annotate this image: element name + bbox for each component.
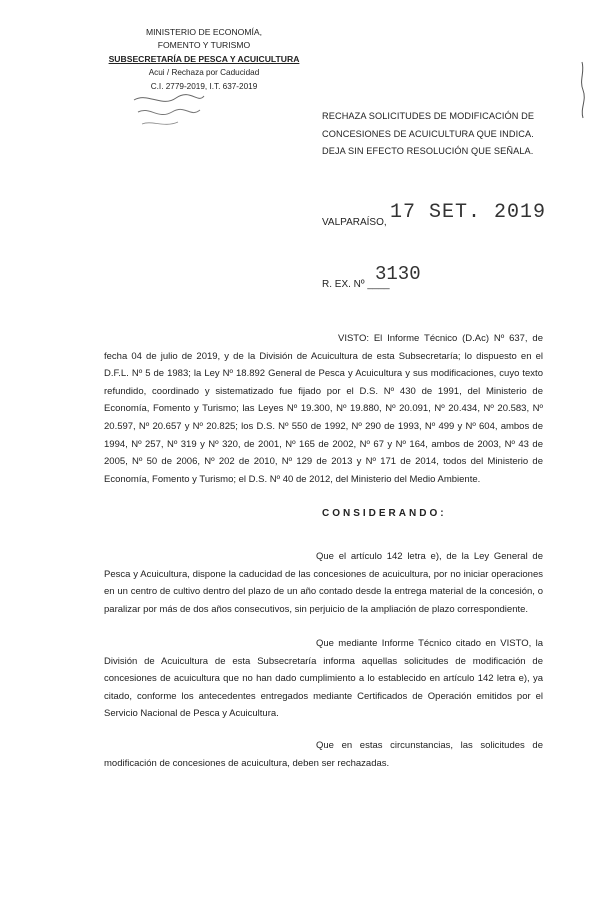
place-label: VALPARAÍSO, bbox=[322, 217, 387, 228]
date-stamp: 17 SET. 2019 bbox=[390, 201, 547, 224]
considerando-paragraph-2: Que mediante Informe Técnico citado en VISTO, la División de Acuicultura de esta Subsecretaría informa aquellas solicitudes de modificación de concesiones de acuicultura que no han dado cumplimiento a lo establecido en artículo 142 letra e), ya citado, conforme los antecedentes entregados mediante Certificados de Operación emitidos por el Servicio Nacional de Pesca y Acuicultura. bbox=[104, 638, 543, 720]
ministry-subname: FOMENTO Y TURISMO bbox=[157, 40, 251, 51]
considerando-paragraph-1: Que el artículo 142 letra e), de la Ley General de Pesca y Acuicultura, dispone la caducidad de las concesiones de acuicultura, por no iniciar operaciones en un centro de cultivo dentro del plazo de un año contado desde la entrega material de la concesión, o paralizar por más de dos años consecutivos, sin perjuicio de la ampliación de plazo correspondiente. bbox=[104, 551, 543, 615]
subsecretariat-name: SUBSECRETARÍA DE PESCA Y ACUICULTURA bbox=[108, 53, 300, 64]
resolution-subject: RECHAZA SOLICITUDES DE MODIFICACIÓN DE CONCESIONES DE ACUICULTURA QUE INDICA. DEJA SIN EFECTO RESOLUCIÓN QUE SEÑALA. bbox=[322, 111, 535, 157]
resolution-number: 3130 bbox=[375, 263, 421, 285]
resolution-number-label: R. EX. Nº ____ bbox=[322, 279, 390, 290]
ministry-header bbox=[104, 26, 304, 93]
signature-stamp bbox=[128, 90, 208, 132]
ministry-name: MINISTERIO DE ECONOMÍA, bbox=[145, 27, 263, 37]
document-category: Acui / Rechaza por Caducidad bbox=[148, 68, 260, 78]
considerando-heading: CONSIDERANDO: bbox=[322, 508, 447, 519]
visto-paragraph: VISTO: El Informe Técnico (D.Ac) Nº 637, de fecha 04 de julio de 2019, y de la División de Acuicultura de esta Subsecretaría; lo dispuesto en el D.F.L. Nº 5 de 1983; la Ley Nº 18.892 General de Pesca y Acuicultura y sus modificaciones, cuyo texto refundido, coordinado y sistematizado fue fijado por el D.S. Nº 430 de 1991, del Ministerio de Economía, Fomento y Turismo; las Leyes Nº 19.300, Nº 19.880, Nº 20.091, Nº 20.434, Nº 20.583, Nº 20.597, Nº 20.657 y Nº 20.825; los D.S. Nº 550 de 1992, Nº 290 de 1993, Nº 499 y Nº 604, ambos de 1994, Nº 257, Nº 319 y Nº 320, de 2001, Nº 165 de 2002, Nº 67 y Nº 164, ambos de 2003, Nº 43 de 2005, Nº 50 de 2006, Nº 202 de 2010, Nº 129 de 2013 y Nº 171 de 2014, todos del Ministerio de Economía, Fomento y Turismo; el D.S. Nº 40 de 2012, del Ministerio del Medio Ambiente. bbox=[104, 333, 543, 485]
margin-signature-mark bbox=[577, 60, 587, 120]
document-reference: C.I. 2779-2019, I.T. 637-2019 bbox=[150, 81, 258, 91]
considerando-paragraph-3: Que en estas circunstancias, las solicitudes de modificación de concesiones de acuicultura, deben ser rechazadas. bbox=[104, 740, 543, 769]
